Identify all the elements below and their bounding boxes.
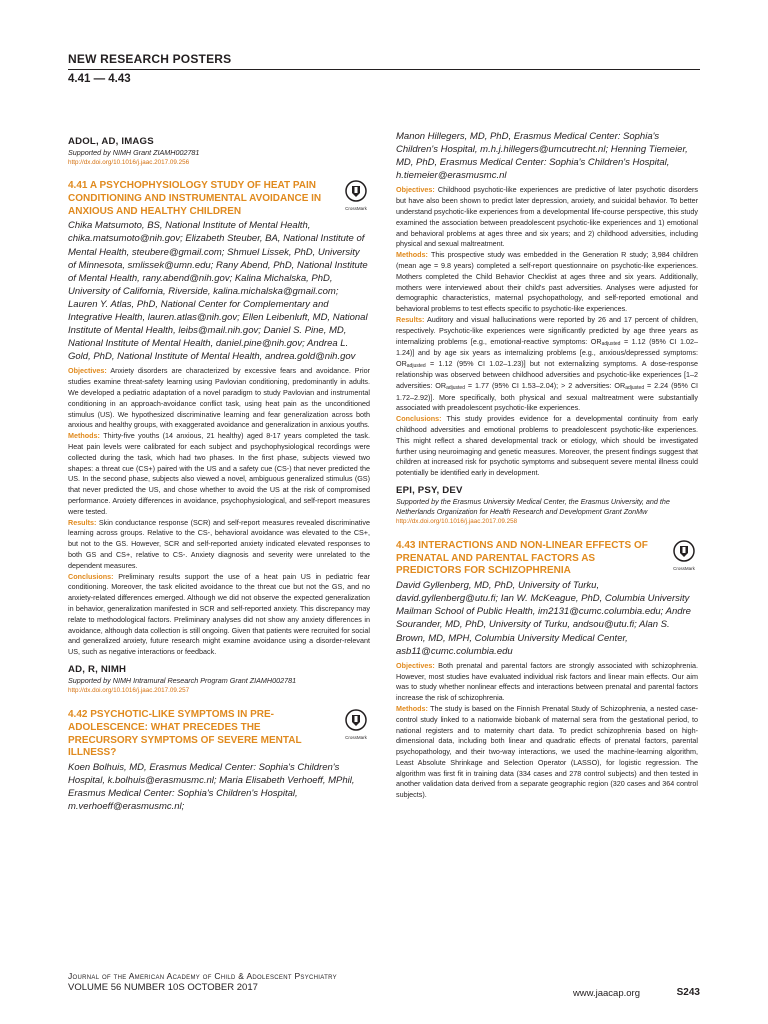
abstract-body — [396, 661, 698, 801]
keywords: ADOL, AD, IMAGS — [68, 136, 154, 147]
methods-text: This prospective study was embedded in the Generation R study; 3,984 children (mean age = 9.8 years) completed a self-report questionnaire on psychotic-like experiences. Mothers completed the Child Behavior Checklist at ages three and six years. Additionally, mothers were interviewed about their child's past adversities. Analyses were adjusted for demographic characteristics, maternal psychopathology, and self-reported emotional and behavioral problems to test effects specific to psychotic-like experiences. — [396, 250, 698, 314]
objectives-label: Objectives: — [396, 660, 435, 670]
objectives-label: Objectives: — [68, 366, 107, 376]
conclusions-label: Conclusions: — [396, 414, 442, 424]
methods-text: Thirty-five youths (14 anxious, 21 healthy) aged 8-17 years completed the task. Heat pain levels were calibrated for each subject and psychophysiological recordings were collected during the task, which had two phases. In the first phase, subjects viewed two shapes: a threat cue (CS+) paired with the US and a safety cue (CS-) that never predicted the US. In the second phase, subjects also viewed a novel, ambiguous generalized stimulus (GS) that never predicted the US, and chose whether to avoid the US at the risk of compromised performance. Anxiety differences in avoidance, psychophysiological, and self-report measures were tested. — [68, 431, 370, 516]
doi-link[interactable]: http://dx.doi.org/10.1016/j.jaac.2017.09.257 — [68, 686, 190, 694]
results-text-c: = 1.12 (95% CI 1.02–1.23)] but not externalizing symptoms. A dose-response relationship was observed between childhood adversities and psychotic-like experiences [1–2 adversities: OR — [396, 358, 698, 391]
conclusions-paragraph — [396, 414, 698, 479]
doi-link[interactable]: http://dx.doi.org/10.1016/j.jaac.2017.09.256 — [68, 158, 190, 166]
methods-label: Methods: — [396, 250, 428, 260]
keywords: AD, R, NIMH — [68, 664, 127, 675]
page-header — [68, 52, 700, 85]
results-paragraph — [396, 315, 698, 414]
website-link[interactable]: www.jaacap.org — [572, 988, 640, 999]
abstract-body — [396, 185, 698, 479]
abstract-4-41 — [68, 180, 370, 695]
abstract-title: 4.43 INTERACTIONS AND NON-LINEAR EFFECTS OF PRENATAL AND PARENTAL FACTORS AS PREDICTORS FOR SCHIZOPHRENIA — [396, 540, 648, 577]
conclusions-text: Preliminary results support the use of a heat pain US in pediatric fear conditioning. Moreover, the task elicited avoidance to the threat cue but not the GS, and no anxiety-related differences emerged. Although we did not observe the expected generalization in behavior, generalization manifested in SCR and self-reported anxiety. This discrepancy may relate to methodological factors. Preliminary analyses did not show any anxiety differences in avoidance, although data collection is still ongoing. Given that patients were recruited for social and generalized anxiety, future research might examine avoidance using a disorder-relevant US, such as negative interactions or feedback. — [68, 571, 370, 657]
support-statement: Supported by the Erasmus University Medical Center, the Erasmus University, and the Netherlands Organization for Health Research and Development Grant ZonMw — [396, 497, 670, 516]
objectives-text: Anxiety disorders are characterized by excessive fears and avoidance. Prior studies examine threat-safety learning using Pavlovian conditioning, predominantly in adults. We developed a pediatric adaptation of a novel paradigm to study Pavlovian and instrumental conditioning in an approach-avoidance conflict task, using heat pain as the unconditioned stimulus (US). We hypothesized discriminative learning and fear generalization across both anxious and healthy groups, with exaggerated avoidance and generalization in anxious youths. — [68, 366, 370, 430]
journal-name: Journal of the American Academy of Child & Adolescent Psychiatry — [68, 971, 337, 981]
abstract-body — [68, 366, 370, 658]
support-statement: Supported by NIMH Intramural Research Program Grant ZIAMH002781 — [68, 676, 297, 685]
results-text-a: Auditory and visual hallucinations were reported by 26 and 17 percent of children, respectively. Psychotic-like experiences were significantly predicted by age three years as internalizing problems [e.g., emotional-reactive symptoms: OR — [396, 315, 698, 346]
crossmark-icon — [345, 180, 367, 202]
objectives-label: Objectives: — [396, 185, 435, 195]
results-text-b: = 1.12 (95% CI 1.02–1.24)] and by age six years as internalizing problems [e.g., anxious/depressed symptoms: OR — [396, 336, 699, 368]
results-label: Results: — [396, 315, 425, 324]
methods-label: Methods: — [68, 431, 100, 441]
authors-continued: Manon Hillegers, MD, PhD, Erasmus Medical Center: Sophia's Children's Hospital, m.h.j.hillegers@umcutrecht.nl; Henning Tiemeier, MD, PhD, Erasmus Medical Center: Sophia's Children's Hospital, h.tiemeier@erasmusmc.nl — [396, 131, 688, 182]
methods-paragraph — [396, 250, 698, 315]
methods-label: Methods: — [396, 703, 428, 713]
header-rule — [68, 69, 700, 70]
results-text: Skin conductance response (SCR) and self-report measures revealed discriminative learning across groups. Relative to the CS-, behavioral avoidance was elevated to the CS+, but not to the GS. However, SCR and self-reported anxiety indicated elevated responses to both GS and CS+, relative to CS-. Anxiety diagnosis and severity were unrelated to the dependent measures. — [68, 517, 370, 570]
crossmark-icon — [345, 709, 367, 731]
methods-paragraph — [68, 431, 370, 517]
conclusions-label: Conclusions: — [68, 571, 114, 581]
right-column — [396, 130, 698, 801]
support-statement: Supported by NIMH Grant ZIAMH002781 — [68, 148, 200, 157]
methods-paragraph — [396, 704, 698, 801]
methods-text: The study is based on the Finnish Prenatal Study of Schizophrenia, a nested case-control study linked to a nationwide biobank of maternal sera from the gestational period, to national registers and to maternity chart data. To predict schizophrenia based on high-dimensional data, including both linear and quadratic effects of prenatal factors, parental psychopathology, and their two-way interactions, we used the machine-learning algorithm, Least Absolute Shrinkage and Selection Operator (LASSO), for logistic regression. The algorithm was first fit in training data (334 cases and 278 control subjects) and then tested in another validation data derived from a separate geographic region (320 cases and 364 control subjects). — [396, 703, 698, 800]
abstract-4-43 — [396, 540, 698, 801]
results-label: Results: — [68, 517, 97, 527]
crossmark-badge[interactable] — [670, 540, 698, 572]
results-text-d: = 1.77 (95% CI 1.53–2.04); > 2 adversities: OR — [464, 381, 626, 391]
left-column — [68, 130, 370, 813]
subscript: adjusted — [601, 340, 621, 347]
crossmark-icon — [673, 540, 695, 562]
page-footer — [68, 971, 700, 999]
objectives-paragraph — [68, 366, 370, 431]
authors: Chika Matsumoto, BS, National Institute of Mental Health, chika.matsumoto@nih.gov; Elizabeth Steuber, BA, National Institute of Mental Health, steubere@gmail.com; Shmuel Lissek, PhD, University of Minnesota, smlissek@umn.edu; Rany Abend, PhD, National Institute of Mental Health, rany.abend@nih.gov; Kalina Michalska, PhD, University of California, Riverside, kalina.michalska@gmail.com; Lauren Y. Atlas, PhD, National Center for Complementary and Integrative Health, lauren.atlas@nih.gov; Ellen Leibenluft, MD, National Institute of Mental Health, leibs@mail.nih.gov; Daniel S. Pine, MD, National Institute of Mental Health, daniel.pine@nih.gov; Andrea L. Gold, PhD, National Institute of Mental Health, andrea.gold@nih.gov — [68, 220, 368, 363]
crossmark-badge[interactable] — [342, 709, 370, 741]
conclusions-text: This study provides evidence for a developmental continuity from early childhood adversities and emotional problems to preadolescent psychotic-like experiences. This might reflect a shared developmental track or etiology, which should be investigated further using neuroimaging and genetic measures. Moreover, the present findings suggest that children at increased risk for psychotic symptoms and subsequent severe mental illness could potentially be identified early in development. — [396, 414, 698, 478]
crossmark-badge[interactable] — [342, 180, 370, 212]
results-paragraph — [68, 518, 370, 572]
volume-info: VOLUME 56 NUMBER 10S OCTOBER 2017 — [68, 982, 258, 993]
authors: David Gyllenberg, MD, PhD, University of Turku, david.gyllenberg@utu.fi; Ian W. McKeague, PhD, Columbia University Mailman School of Public Health, im2131@cumc.columbia.edu; Andre Sourander, MD, PhD, University of Turku, andsou@utu.fi; Alan S. Brown, MD, MPH, Columbia University Medical Center, asb11@cumc.columbia.edu — [396, 580, 691, 657]
abstract-title: 4.42 PSYCHOTIC-LIKE SYMPTOMS IN PRE-ADOLESCENCE: WHAT PRECEDES THE PRECURSORY SYMPTOMS OF SEVERE MENTAL ILLNESS? — [68, 709, 302, 759]
section-title: NEW RESEARCH POSTERS — [68, 52, 232, 66]
authors: Koen Bolhuis, MD, Erasmus Medical Center: Sophia's Children's Hospital, k.bolhuis@erasmusmc.nl; Maria Elisabeth Verhoeff, MPhil, Erasmus Medical Center: Sophia's Children's Hospital, m.verhoeff@erasmusmc.nl; — [68, 761, 355, 813]
keywords: EPI, PSY, DEV — [396, 485, 463, 497]
subscript: adjusted — [406, 362, 426, 369]
doi-link[interactable]: http://dx.doi.org/10.1016/j.jaac.2017.09.258 — [396, 517, 518, 525]
objectives-paragraph — [396, 185, 698, 250]
subscript: adjusted — [446, 385, 465, 392]
objectives-paragraph — [396, 661, 698, 704]
subscript: adjusted — [625, 385, 645, 392]
crossmark-label: CrossMark — [345, 735, 367, 741]
crossmark-label: CrossMark — [673, 566, 695, 571]
objectives-text: Both prenatal and parental factors are strongly associated with schizophrenia. However, most studies have evaluated individual risk factors and linear main effects. Our aim was to study whether nonlinear effects and interactions between prenatal and parental factors increase the risk of schizophrenia. — [396, 660, 699, 703]
abstract-range: 4.41 — 4.43 — [68, 73, 131, 85]
crossmark-label: CrossMark — [345, 206, 367, 212]
objectives-text: Childhood psychotic-like experiences are predictive of later psychotic disorders but have also been shown to predict later depression, anxiety, and suicidal behavior. To better understand psychotic-like experiences from a developmental life-course perspective, this study examined the association between preadolescent psychotic-like experiences and 1) emotional and behavioral problems at ages three and six years; and 2) childhood adversities, including physical and sexual maltreatment. — [396, 185, 698, 249]
abstract-4-42 — [68, 709, 370, 813]
abstract-title: 4.41 A PSYCHOPHYSIOLOGY STUDY OF HEAT PAIN CONDITIONING AND INSTRUMENTAL AVOIDANCE IN ANXIOUS AND HEALTHY CHILDREN — [68, 180, 322, 217]
page-number: S243 — [676, 987, 700, 998]
conclusions-paragraph — [68, 572, 370, 658]
results-text-e: = 2.24 (95% CI 1.72–2.92)]. More specifically, both physical and sexual maltreatment were substantially associated with preadolescent psychotic-like experiences. — [396, 381, 699, 413]
